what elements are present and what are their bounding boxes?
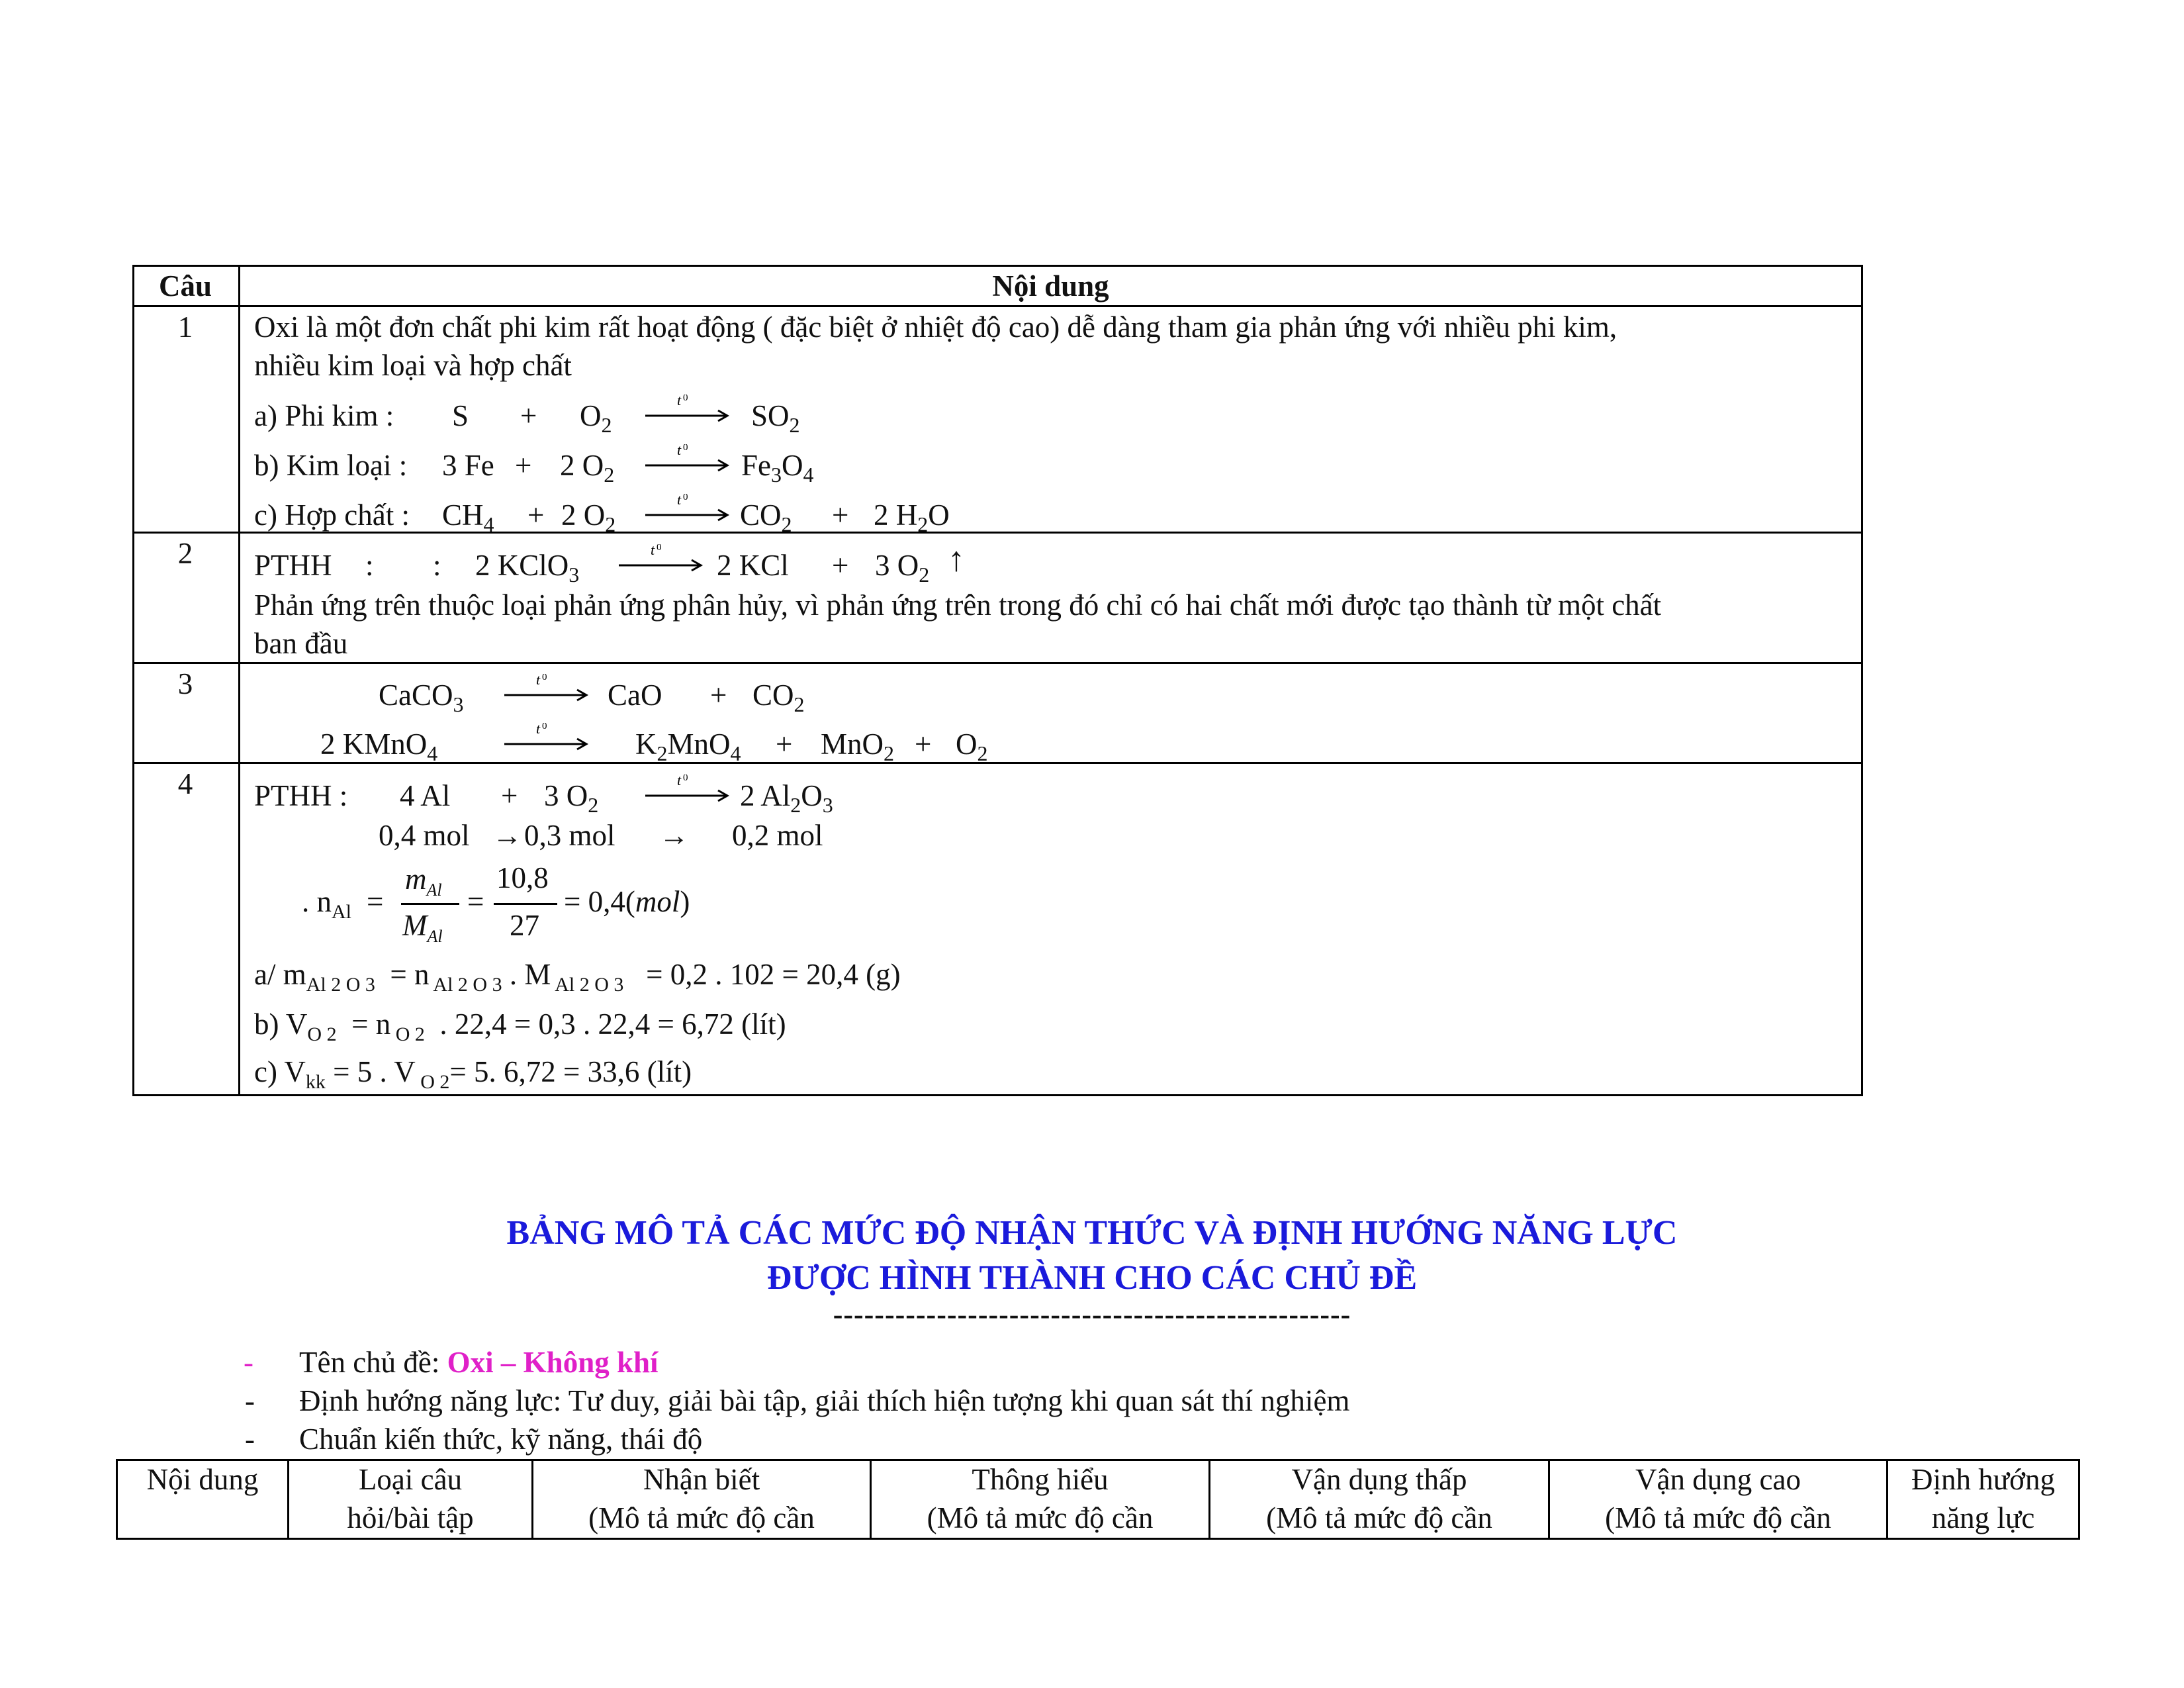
row3-eq2-plus: + <box>776 727 793 761</box>
row2-pthh: PTHH <box>254 549 332 582</box>
svg-text:0: 0 <box>657 544 662 553</box>
row1-b-plus: + <box>515 449 532 482</box>
row4-r2: 3 $O_2$ <box>544 779 599 817</box>
row1-a-r1: S <box>452 399 469 432</box>
row3-eq2-p3: $O_2$ <box>956 727 988 765</box>
col-header-thong-hieu: Thông hiểu (Mô tả mức độ cần <box>927 1463 1154 1534</box>
mol-arrow-icon: → <box>492 819 522 852</box>
row1-a-p1: $SO_2$ <box>751 399 800 437</box>
reaction-arrow-icon <box>645 494 731 523</box>
svg-text:t: t <box>651 544 655 558</box>
row1-b-label: b) Kim loại : <box>254 449 408 482</box>
svg-text:0: 0 <box>683 444 688 453</box>
row1-c-plus: + <box>527 498 545 532</box>
bullet-mark: - <box>245 1423 255 1456</box>
topic-name: Tên chủ đề: Oxi – Không khí <box>299 1346 659 1379</box>
svg-text:0: 0 <box>683 774 688 783</box>
row2-text-line1: Phản ứng trên thuộc loại phản ứng phân hủy, vì phản ứng trên trong đó chỉ có hai chất mới được tạo thành từ một chất <box>254 588 1662 622</box>
row4-num-num: 10,8 <box>496 861 549 894</box>
row2-colon1: : <box>365 549 374 582</box>
row3-eq1-p1: CaO <box>608 679 662 712</box>
reaction-arrow-icon <box>504 674 590 703</box>
fraction-bar <box>401 903 459 905</box>
row3-eq2-r: 2 KMnO$_4$ <box>320 727 438 765</box>
section-title-line1: BẢNG MÔ TẢ CÁC MỨC ĐỘ NHẬN THỨC VÀ ĐỊNH HƯỚNG NĂNG LỰC <box>506 1214 1678 1252</box>
bullet-mark: - <box>245 1384 255 1417</box>
row3-eq2-p2: MnO$_2$ <box>821 727 895 765</box>
row1-c-label: c) Hợp chất : <box>254 498 410 532</box>
row1-c-p2: 2 $H_2O$ <box>874 498 950 536</box>
reaction-arrow-icon <box>645 774 731 804</box>
row4-frac-num: $m_{Al}$ <box>405 863 442 900</box>
row1-b-r2: 2 $O_2$ <box>560 449 615 487</box>
row4-n-label: . $n_{Al}$ <box>302 885 351 923</box>
row4-mol3: 0,2 mol <box>732 819 823 852</box>
svg-text:t: t <box>536 674 541 688</box>
svg-text:t: t <box>536 723 541 737</box>
row1-c-p1: $CO_2$ <box>740 498 792 536</box>
header-noi-dung: Nội dung <box>992 269 1109 303</box>
svg-text:0: 0 <box>683 395 688 403</box>
row3-eq2-plus2: + <box>915 727 932 761</box>
row4-eq: = <box>367 885 384 918</box>
row1-c-r2: 2 $O_2$ <box>561 498 616 536</box>
row1-intro-line1: Oxi là một đơn chất phi kim rất hoạt động ( đặc biệt ở nhiệt độ cao) dễ dàng tham gia phản ứng với nhiều phi kim, <box>254 310 1617 344</box>
svg-text:t: t <box>677 494 682 508</box>
row1-c-r1: $CH_4$ <box>442 498 494 536</box>
row2-p1: 2 KCl <box>717 549 789 582</box>
row4-num-den: 27 <box>510 909 539 942</box>
svg-text:0: 0 <box>542 674 547 682</box>
row4-r1: 4 Al <box>400 779 451 812</box>
row1-b-r1: 3 Fe <box>442 449 494 482</box>
reaction-arrow-icon <box>504 723 590 752</box>
col-header-nhan-biet: Nhận biết (Mô tả mức độ cần <box>588 1463 815 1534</box>
row1-intro-line2: nhiều kim loại và hợp chất <box>254 349 572 382</box>
svg-text:t: t <box>677 444 682 458</box>
row3-eq1-p2: $CO_2$ <box>752 679 805 716</box>
svg-text:0: 0 <box>542 723 547 731</box>
knowledge-standard: Chuẩn kiến thức, kỹ năng, thái độ <box>299 1423 703 1456</box>
row2-text-line2: ban đầu <box>254 627 348 660</box>
reaction-arrow-icon <box>645 395 731 424</box>
row4-p1: 2 $Al_2O_3$ <box>740 779 833 817</box>
row4-a-line: a/ $m_{Al 2 O 3} = n$ $_{Al 2 O 3}$ . M $_{Al 2 O 3}$ = 0,2 . 102 = 20,4 (g) <box>254 958 901 996</box>
svg-text:t: t <box>677 774 682 788</box>
row2-colon2: : <box>433 549 441 582</box>
row1-a-label: a) Phi kim : <box>254 399 394 432</box>
row4-result: = 0,4(mol) <box>564 885 690 918</box>
col-header-van-dung-cao: Vận dụng cao (Mô tả mức độ cần <box>1605 1463 1831 1534</box>
row4-frac-den: $M_{Al}$ <box>402 909 443 946</box>
col-header-dinh-huong: Định hướng năng lực <box>1911 1463 2055 1534</box>
col-header-van-dung-thap: Vận dụng thấp (Mô tả mức độ cần <box>1266 1463 1492 1534</box>
bullet-mark: - <box>244 1346 253 1379</box>
row4-mol2: 0,3 mol <box>524 819 615 852</box>
row4-eq: = <box>467 885 484 918</box>
title-divider: -------------------------------------------------- <box>833 1298 1351 1331</box>
row1-b-p1: $Fe_3O_4$ <box>741 449 814 487</box>
row2-p2: 3 $O_2$ <box>875 549 930 586</box>
row3-eq1-plus: + <box>710 679 727 712</box>
section-title-line2: ĐƯỢC HÌNH THÀNH CHO CÁC CHỦ ĐỀ <box>766 1259 1418 1297</box>
row4-pthh: PTHH : <box>254 779 348 812</box>
row3-eq2-p1: $K_2MnO_4$ <box>635 727 741 765</box>
col-header-noi-dung: Nội dung <box>146 1463 259 1496</box>
header-cau: Câu <box>158 269 212 303</box>
row-number: 4 <box>177 767 193 800</box>
row1-c-plus2: + <box>832 498 849 532</box>
svg-text:0: 0 <box>683 494 688 502</box>
col-header-loai-cau: Loại câu hỏi/bài tập <box>347 1463 474 1534</box>
row4-c-line: c) $V_{kk} = 5$ . V $_{O 2}$= 5. 6,72 = 33,6 (lít) <box>254 1055 692 1093</box>
row2-r1: 2 KClO$_3$ <box>475 549 580 586</box>
row-number: 3 <box>177 667 193 700</box>
competency-orientation: Định hướng năng lực: Tư duy, giải bài tập, giải thích hiện tượng khi quan sát thí nghiệm <box>299 1384 1350 1417</box>
row2-plus: + <box>832 549 849 582</box>
row4-plus: + <box>501 779 518 812</box>
row1-a-r2: $O_2$ <box>580 399 612 437</box>
row4-mol1: 0,4 mol <box>379 819 470 852</box>
reaction-arrow-icon <box>645 444 731 473</box>
row3-eq1-r: CaCO$_3$ <box>379 679 464 716</box>
fraction-bar <box>494 903 557 905</box>
reaction-arrow-icon <box>619 544 705 573</box>
row4-b-line: b) $V_{O 2} = n$ $_{O 2}$ . 22,4 = 0,3 . 22,4 = 6,72 (lít) <box>254 1008 786 1045</box>
row-number: 2 <box>177 537 193 570</box>
row1-a-plus: + <box>520 399 537 432</box>
gas-up-arrow-icon: ↑ <box>948 541 965 579</box>
svg-text:t: t <box>677 395 682 408</box>
mol-arrow-icon: → <box>659 819 689 852</box>
row-number: 1 <box>177 310 193 344</box>
